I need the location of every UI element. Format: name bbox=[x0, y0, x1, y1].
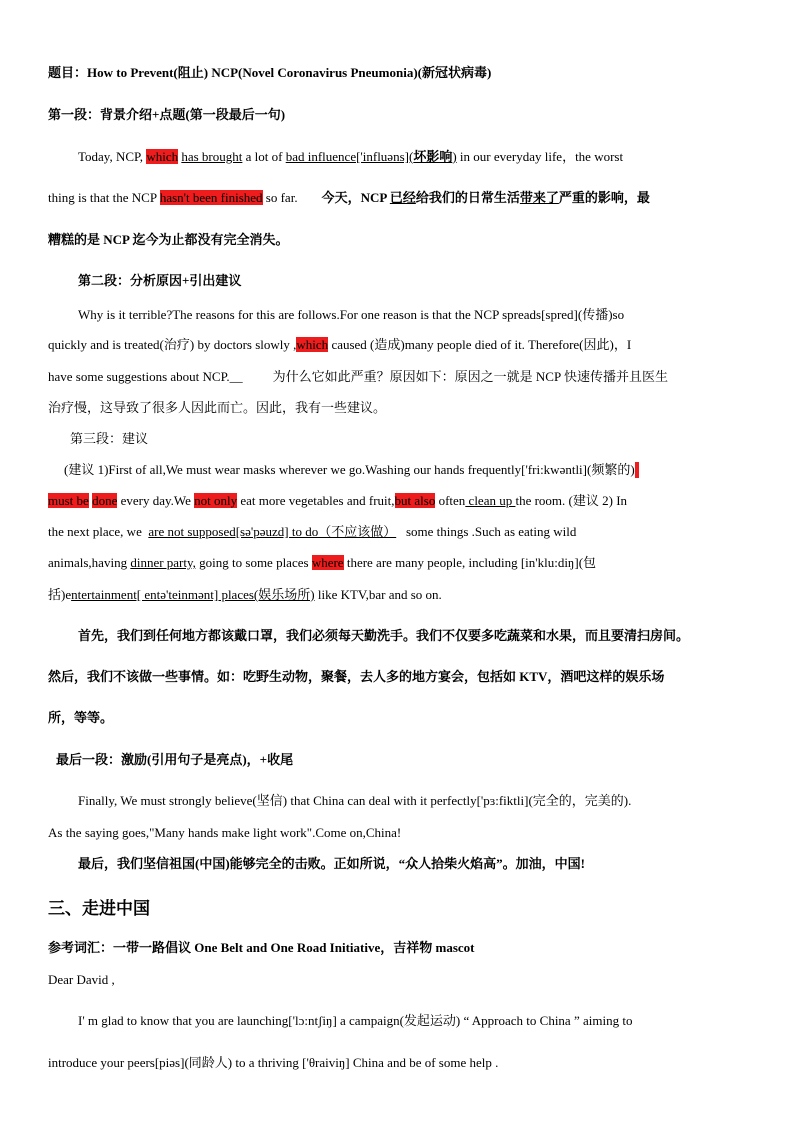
p3-line1: (建议 1)First of all,We must wear masks wherever we go.Washing our hands frequently['fri:kwəntli](频繁的) bbox=[64, 459, 639, 478]
p2-line3: have some suggestions about NCP.__ 为什么它如此严重？原因如下：原因之一就是 NCP 快速传播并且医生 bbox=[48, 369, 668, 384]
p3-line2: must be done every day.We not only eat more vegetables and fruit,but also often clean up the room. (建议 2) In bbox=[48, 493, 628, 508]
p2-line2: quickly and is treated(治疗) by doctors slowly ,which caused (造成)many people died of it. Therefore(因此)，I bbox=[48, 337, 632, 352]
highlight-not-only: not only bbox=[194, 493, 238, 508]
para4-heading: 最后一段：激励(引用句子是亮点)，+收尾 bbox=[56, 752, 294, 767]
highlight-but-also: but also bbox=[394, 493, 436, 508]
letter-line1: I' m glad to know that you are launching['lɔ:ntʃiŋ] a campaign(发起运动) “ Approach to China ” aiming to bbox=[78, 1013, 633, 1028]
p1-line3: 糟糕的是 NCP 迄今为止都没有完全消失。 bbox=[48, 232, 289, 247]
highlight-done: done bbox=[92, 493, 118, 508]
para1-heading: 第一段：背景介绍+点题(第一段最后一句) bbox=[48, 107, 286, 122]
p2-line1: Why is it terrible?The reasons for this are follows.For one reason is that the NCP spreads[spred](传播)so bbox=[78, 307, 625, 322]
section3-heading: 三、走进中国 bbox=[48, 899, 150, 918]
para2-heading: 第二段：分析原因+引出建议 bbox=[78, 273, 242, 288]
highlight-hasnt-been-finished: hasn't been finished bbox=[159, 190, 263, 205]
p3-line5: 括)entertainment[ entə'teinmənt] places(娱乐场所) like KTV,bar and so on. bbox=[48, 587, 442, 602]
vocab-line: 参考词汇：一带一路倡议 One Belt and One Road Initiative，吉祥物 mascot bbox=[48, 940, 475, 955]
salutation: Dear David , bbox=[48, 972, 115, 987]
p3-line4: animals,having dinner party, going to some places where there are many people, including [in'klu:diŋ](包 bbox=[48, 555, 597, 570]
p4-line1: Finally, We must strongly believe(坚信) that China can deal with it perfectly['pɜ:fiktli](完全的，完美的). bbox=[78, 793, 632, 808]
p1-line1: Today, NCP, which has brought a lot of bad influence['influəns](坏影响) in our everyday life，the worst bbox=[78, 149, 624, 164]
highlight-must-be: must be bbox=[48, 493, 89, 508]
essay-title: 题目：How to Prevent(阻止) NCP(Novel Coronavirus Pneumonia)(新冠状病毒) bbox=[48, 65, 492, 80]
p1-line2: thing is that the NCP hasn't been finished so far. 今天，NCP 已经给我们的日常生活带来了严重的影响，最 bbox=[48, 190, 650, 205]
p4-cn: 最后，我们坚信祖国(中国)能够完全的击败。正如所说，“众人拾柴火焰高”。加油，中国! bbox=[78, 856, 585, 871]
p2-line4: 治疗慢，这导致了很多人因此而亡。因此，我有一些建议。 bbox=[48, 400, 387, 415]
highlight-where: where bbox=[311, 555, 344, 570]
p3-cn-line1: 首先，我们到任何地方都该戴口罩，我们必须每天勤洗手。我们不仅要多吃蔬菜和水果，而且要清扫房间。 bbox=[78, 628, 690, 643]
highlight-which-2: which bbox=[296, 337, 329, 352]
highlight-which: which bbox=[146, 149, 179, 164]
p3-line3: the next place, we are not supposed[sə'pəuzd] to do（不应该做） some things .Such as eating wild bbox=[48, 524, 577, 539]
p3-cn-line3: 所，等等。 bbox=[48, 710, 114, 725]
p4-line2: As the saying goes,"Many hands make light work".Come on,China! bbox=[48, 825, 402, 840]
para3-heading: 第三段：建议 bbox=[70, 431, 149, 446]
p3-cn-line2: 然后，我们不该做一些事情。如：吃野生动物，聚餐，去人多的地方宴会，包括如 KTV，酒吧这样的娱乐场 bbox=[48, 669, 665, 684]
letter-line2: introduce your peers[piəs](同龄人) to a thriving ['θraiviŋ] China and be of some help . bbox=[48, 1055, 499, 1070]
